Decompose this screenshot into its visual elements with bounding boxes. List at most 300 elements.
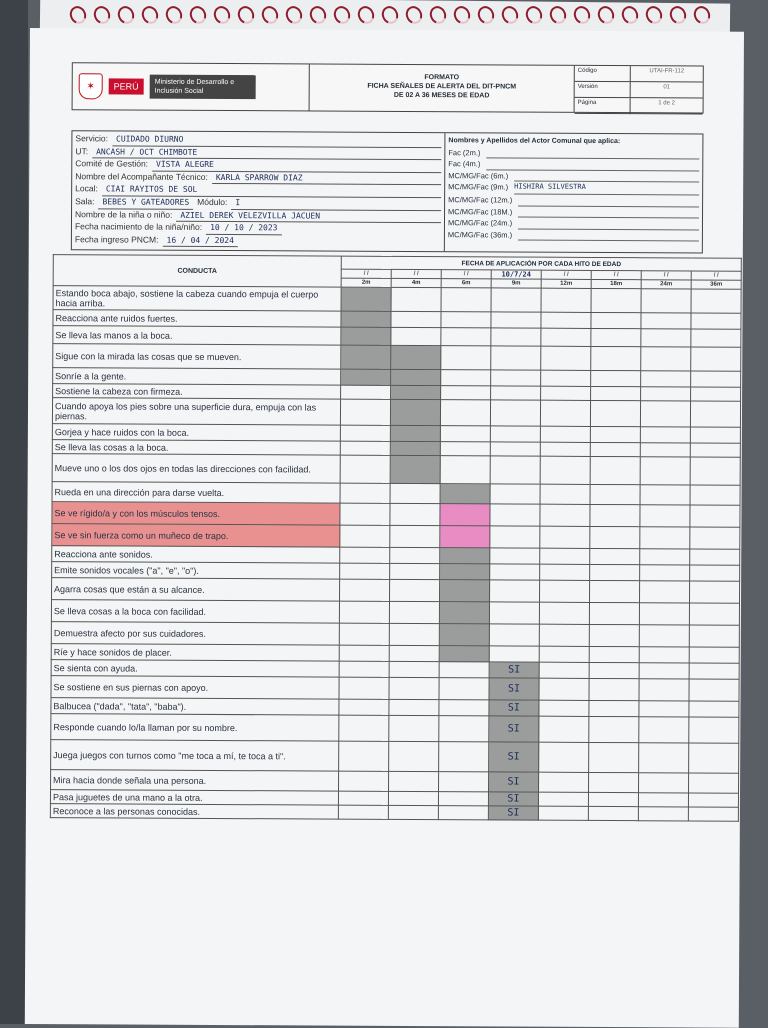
application-date[interactable]: / / [641, 271, 691, 280]
actor-row-value: HISHIRA SILVESTRA [514, 182, 699, 196]
milestone-cell[interactable] [340, 441, 390, 455]
milestone-cell[interactable] [389, 741, 439, 771]
milestone-cell[interactable] [591, 328, 641, 346]
milestone-cell[interactable] [441, 346, 491, 370]
milestone-cell[interactable] [541, 346, 591, 370]
milestone-cell[interactable] [441, 288, 491, 312]
milestone-cell[interactable] [540, 504, 590, 526]
milestone-cell[interactable] [690, 505, 740, 527]
milestone-cell[interactable] [440, 484, 490, 504]
age-milestone: 18m [591, 279, 641, 288]
milestone-cell[interactable] [339, 661, 389, 677]
milestone-cell[interactable] [639, 663, 689, 679]
milestone-cell[interactable] [439, 602, 489, 624]
milestone-cell[interactable] [441, 370, 491, 386]
milestone-cell[interactable] [389, 623, 439, 645]
form-subtitle: DE 02 A 36 MESES DE EDAD [393, 91, 490, 100]
actor-row-value [518, 206, 699, 219]
conducta-text: Se sienta con ayuda. [51, 660, 339, 678]
conducta-text: Se ve sin fuerza como un muñeco de trapo. [52, 524, 340, 548]
milestone-cell[interactable] [490, 400, 540, 426]
milestone-cell[interactable] [589, 624, 639, 646]
actor-title: Nombres y Apellidos del Actor Comunal que aplica: [448, 137, 621, 146]
milestone-cell[interactable] [338, 791, 388, 805]
milestone-cell[interactable] [638, 807, 688, 821]
milestone-cell[interactable] [389, 771, 439, 791]
age-milestone: 2m [341, 278, 391, 287]
local-label: Local: [75, 183, 98, 194]
milestone-cell[interactable] [590, 426, 640, 442]
milestone-cell[interactable] [340, 425, 390, 441]
milestone-cell[interactable] [391, 287, 441, 311]
milestone-cell[interactable]: SI [489, 700, 539, 716]
milestone-cell[interactable] [491, 386, 541, 400]
milestone-cell[interactable] [689, 773, 739, 793]
milestone-cell[interactable] [390, 563, 440, 579]
milestone-cell[interactable] [340, 503, 390, 525]
milestone-cell[interactable] [539, 646, 589, 662]
milestone-cell[interactable] [440, 526, 490, 548]
actor-row-label: Fac (4m.) [448, 159, 481, 169]
spiral-ring [355, 3, 377, 26]
milestone-cell[interactable] [591, 312, 641, 328]
ingreso-value: 16 / 04 / 2024 [162, 234, 238, 247]
milestone-cell[interactable] [339, 699, 389, 715]
milestone-cell[interactable] [389, 661, 439, 677]
milestone-cell[interactable] [691, 289, 741, 313]
milestone-cell[interactable] [691, 329, 741, 347]
milestone-cell[interactable] [640, 527, 690, 549]
milestone-cell[interactable] [388, 805, 438, 819]
code-value: UTAI-FR-112 [631, 66, 703, 82]
milestone-cell[interactable] [541, 370, 591, 386]
milestone-cell[interactable] [689, 625, 739, 647]
conducta-text: Responde cuando lo/la llaman por su nombre. [51, 714, 339, 742]
milestone-cell[interactable] [590, 442, 640, 456]
spiral-ring [91, 3, 113, 26]
milestone-cell[interactable] [590, 400, 640, 426]
milestone-cell[interactable] [639, 743, 689, 773]
conducta-text: Mira hacia donde señala una persona. [51, 770, 339, 792]
milestone-cell[interactable] [339, 601, 389, 623]
spiral-ring [499, 3, 521, 26]
milestone-cell[interactable] [589, 580, 639, 602]
milestone-cell[interactable] [540, 564, 590, 580]
milestone-cell[interactable] [641, 347, 691, 371]
milestone-cell[interactable] [539, 772, 589, 792]
milestone-cell[interactable] [390, 483, 440, 503]
milestone-cell[interactable] [440, 580, 490, 602]
actor-row[interactable] [448, 229, 699, 242]
milestone-cell[interactable] [440, 548, 490, 564]
age-milestone: 4m [391, 278, 441, 287]
application-date[interactable]: / / [391, 269, 441, 278]
milestone-cell[interactable] [540, 580, 590, 602]
milestone-cell[interactable] [539, 716, 589, 742]
conducta-text: Sigue con la mirada las cosas que se mueven. [53, 344, 341, 370]
milestone-cell[interactable] [639, 773, 689, 793]
milestone-cell[interactable] [540, 442, 590, 456]
table-row [53, 344, 741, 372]
milestone-cell[interactable] [340, 399, 390, 425]
milestone-cell[interactable] [389, 677, 439, 699]
milestone-cell[interactable] [640, 565, 690, 581]
milestone-cell[interactable] [689, 743, 739, 773]
milestone-cell[interactable] [589, 716, 639, 742]
milestone-cell[interactable] [589, 678, 639, 700]
milestone-cell[interactable] [340, 579, 390, 601]
milestone-cell[interactable] [540, 484, 590, 504]
milestone-cell[interactable] [489, 624, 539, 646]
spiral-ring [451, 3, 473, 26]
milestone-cell[interactable] [588, 806, 638, 820]
milestone-cell[interactable] [690, 485, 740, 505]
milestone-cell[interactable] [340, 483, 390, 503]
milestone-cell[interactable] [339, 741, 389, 771]
table-row [53, 286, 741, 314]
milestone-cell[interactable] [641, 387, 691, 401]
child-info-fields [72, 131, 446, 251]
milestone-cell[interactable] [639, 701, 689, 717]
format-label: FORMATO [424, 74, 460, 82]
milestone-cell[interactable] [639, 603, 689, 625]
milestone-cell[interactable] [538, 792, 588, 806]
milestone-cell[interactable] [341, 287, 391, 311]
conducta-table [50, 254, 742, 822]
milestone-cell[interactable] [640, 401, 690, 427]
conducta-text: Sostiene la cabeza con firmeza. [53, 384, 341, 400]
conducta-text: Mueve uno o los dos ojos en todas las direcciones con facilidad. [52, 454, 340, 484]
nacimiento-label: Fecha nacimiento de la niña/niño: [74, 221, 203, 233]
milestone-cell[interactable] [590, 564, 640, 580]
milestone-cell[interactable] [540, 548, 590, 564]
table-row [51, 740, 739, 774]
milestone-cell[interactable] [690, 443, 740, 457]
milestone-cell[interactable] [390, 547, 440, 563]
milestone-cell[interactable] [339, 677, 389, 699]
milestone-cell[interactable] [439, 716, 489, 742]
milestone-cell[interactable] [540, 426, 590, 442]
milestone-cell[interactable] [439, 742, 489, 772]
milestone-cell[interactable] [490, 426, 540, 442]
spiral-ring [571, 3, 593, 26]
milestone-cell[interactable] [439, 662, 489, 678]
milestone-cell[interactable] [691, 387, 741, 401]
milestone-cell[interactable] [590, 526, 640, 548]
milestone-cell[interactable] [640, 427, 690, 443]
milestone-cell[interactable] [540, 526, 590, 548]
child-info-section [71, 130, 704, 253]
modulo-value: I [231, 197, 441, 211]
milestone-cell[interactable] [339, 771, 389, 791]
milestone-cell[interactable] [589, 602, 639, 624]
spiral-ring [331, 3, 353, 26]
conducta-text: Se ve rígido/a y con los músculos tensos. [52, 502, 340, 526]
spiral-ring [643, 3, 665, 26]
milestone-cell[interactable] [690, 549, 740, 565]
milestone-cell[interactable] [391, 311, 441, 327]
milestone-cell[interactable] [589, 646, 639, 662]
milestone-cell[interactable] [391, 369, 441, 385]
milestone-cell[interactable] [689, 581, 739, 603]
milestone-cell[interactable] [691, 371, 741, 387]
milestone-cell[interactable] [389, 645, 439, 661]
milestone-cell[interactable] [590, 484, 640, 504]
milestone-cell[interactable] [390, 579, 440, 601]
conducta-text: Rueda en una dirección para darse vuelta. [52, 482, 340, 504]
application-date[interactable]: / / [541, 270, 591, 279]
conducta-text: Reacciona ante ruidos fuertes. [53, 310, 341, 328]
milestone-cell[interactable] [390, 455, 440, 483]
milestone-cell[interactable] [540, 456, 590, 484]
milestone-cell[interactable] [341, 311, 391, 327]
milestone-cell[interactable] [390, 503, 440, 525]
milestone-cell[interactable] [689, 679, 739, 701]
milestone-cell[interactable] [389, 715, 439, 741]
background-edge [0, 0, 28, 1024]
milestone-cell[interactable] [438, 806, 488, 820]
milestone-cell[interactable] [690, 565, 740, 581]
milestone-cell[interactable] [391, 345, 441, 369]
ut-label: UT: [75, 145, 89, 156]
application-date[interactable]: 10/7/24 [491, 270, 541, 279]
spiral-ring [235, 3, 257, 26]
milestone-cell[interactable] [339, 645, 389, 661]
conducta-text: Se lleva cosas a la boca con facilidad. [51, 600, 339, 624]
milestone-cell[interactable] [489, 646, 539, 662]
milestone-cell[interactable] [589, 742, 639, 772]
milestone-cell[interactable] [691, 347, 741, 371]
milestone-cell[interactable]: SI [489, 742, 539, 772]
milestone-cell[interactable] [591, 386, 641, 400]
milestone-cell[interactable] [490, 580, 540, 602]
milestone-cell[interactable] [689, 717, 739, 743]
milestone-cell[interactable] [589, 662, 639, 678]
milestone-cell[interactable] [639, 625, 689, 647]
milestone-cell[interactable] [538, 806, 588, 820]
milestone-cell[interactable] [439, 624, 489, 646]
milestone-cell[interactable] [690, 427, 740, 443]
milestone-cell[interactable] [440, 504, 490, 526]
milestone-cell[interactable] [439, 772, 489, 792]
milestone-cell[interactable] [491, 346, 541, 370]
milestone-cell[interactable] [440, 442, 490, 456]
spiral-ring [427, 3, 449, 26]
conducta-text: Juega juegos con turnos como "me toca a mí, te toca a ti". [51, 740, 339, 772]
spiral-ring [139, 3, 161, 26]
milestone-cell[interactable] [589, 772, 639, 792]
milestone-cell[interactable] [490, 564, 540, 580]
milestone-cell[interactable] [439, 700, 489, 716]
milestone-cell[interactable] [391, 327, 441, 345]
milestone-cell[interactable] [590, 504, 640, 526]
ingreso-field[interactable] [75, 234, 441, 249]
milestone-cell[interactable] [690, 401, 740, 427]
milestone-cell[interactable] [541, 386, 591, 400]
milestone-cell[interactable] [638, 793, 688, 807]
conducta-text: Emite sonidos vocales ("a", "e", "o"). [52, 562, 340, 580]
milestone-cell[interactable] [641, 329, 691, 347]
milestone-cell[interactable] [341, 369, 391, 385]
application-date[interactable]: / / [591, 270, 641, 279]
milestone-cell[interactable] [389, 699, 439, 715]
nino-label: Nombre de la niña o niño: [75, 208, 173, 220]
milestone-cell[interactable] [439, 678, 489, 700]
milestone-cell[interactable] [539, 662, 589, 678]
milestone-cell[interactable] [591, 370, 641, 386]
application-date[interactable]: / / [691, 271, 741, 280]
milestone-cell[interactable] [389, 601, 439, 623]
milestone-cell[interactable] [589, 700, 639, 716]
milestone-cell[interactable] [340, 455, 390, 483]
actor-row-label: Fac (2m.) [448, 147, 481, 157]
milestone-cell[interactable] [689, 701, 739, 717]
milestone-cell[interactable] [690, 457, 740, 485]
actor-row-label: MC/MG/Fac (12m.) [448, 195, 513, 205]
milestone-cell[interactable]: SI [489, 716, 539, 742]
milestone-cell[interactable] [541, 312, 591, 328]
spiral-ring [307, 3, 329, 26]
milestone-cell[interactable] [341, 327, 391, 345]
milestone-cell[interactable] [391, 385, 441, 399]
application-date[interactable]: / / [441, 270, 491, 279]
milestone-cell[interactable] [591, 346, 641, 370]
milestone-cell[interactable] [439, 646, 489, 662]
milestone-cell[interactable] [689, 663, 739, 679]
ut-value: ANCASH / OCT CHIMBOTE [92, 146, 441, 160]
age-milestone: 12m [541, 279, 591, 288]
milestone-cell[interactable] [490, 484, 540, 504]
servicio-value: CUIDADO DIURNO [112, 133, 441, 147]
milestone-cell[interactable] [689, 603, 739, 625]
milestone-cell[interactable] [340, 547, 390, 563]
form-header [72, 62, 704, 113]
milestone-cell[interactable] [491, 328, 541, 346]
milestone-cell[interactable] [440, 400, 490, 426]
milestone-cell[interactable] [688, 807, 738, 821]
sala-value: BEBES Y GATEADORES [98, 196, 193, 209]
milestone-cell[interactable] [688, 793, 738, 807]
milestone-cell[interactable] [438, 792, 488, 806]
milestone-cell[interactable] [440, 564, 490, 580]
milestone-cell[interactable] [489, 602, 539, 624]
milestone-cell[interactable] [390, 425, 440, 441]
milestone-cell[interactable] [441, 386, 491, 400]
milestone-cell[interactable] [491, 312, 541, 328]
milestone-cell[interactable] [340, 563, 390, 579]
local-value: CIAI RAYITOS DE SOL [102, 184, 441, 198]
ingreso-label: Fecha ingreso PNCM: [74, 233, 159, 245]
milestone-cell[interactable] [388, 791, 438, 805]
milestone-cell[interactable] [691, 313, 741, 329]
table-row [52, 454, 740, 486]
milestone-cell[interactable] [639, 717, 689, 743]
milestone-cell[interactable] [641, 371, 691, 387]
milestone-cell[interactable] [340, 525, 390, 547]
milestone-cell[interactable] [491, 370, 541, 386]
spiral-ring [115, 3, 137, 26]
milestone-cell[interactable] [490, 504, 540, 526]
spiral-ring [691, 3, 713, 26]
milestone-cell[interactable] [490, 548, 540, 564]
milestone-cell[interactable] [491, 288, 541, 312]
conducta-rows [50, 286, 741, 822]
milestone-cell[interactable] [539, 678, 589, 700]
milestone-cell[interactable]: SI [489, 662, 539, 678]
conducta-text: Gorjea y hace ruidos con la boca. [52, 424, 340, 442]
conducta-text: Cuando apoya los pies sobre una superficie dura, empuja con las piernas. [52, 398, 340, 426]
milestone-cell[interactable] [590, 548, 640, 564]
milestone-cell[interactable] [588, 792, 638, 806]
milestone-cell[interactable] [640, 457, 690, 485]
milestone-cell[interactable] [541, 288, 591, 312]
milestone-cell[interactable]: SI [488, 806, 538, 820]
age-milestone: 9m [491, 279, 541, 288]
milestone-cell[interactable] [339, 715, 389, 741]
milestone-cell[interactable] [490, 442, 540, 456]
milestone-cell[interactable] [341, 385, 391, 399]
milestone-cell[interactable] [640, 443, 690, 457]
milestone-cell[interactable] [440, 426, 490, 442]
actor-row-label: MC/MG/Fac (9m.) [448, 182, 509, 192]
milestone-cell[interactable] [640, 485, 690, 505]
milestone-cell[interactable] [541, 328, 591, 346]
milestone-cell[interactable] [390, 525, 440, 547]
milestone-cell[interactable] [440, 456, 490, 484]
milestone-cell[interactable] [490, 526, 540, 548]
milestone-cell[interactable] [341, 345, 391, 369]
milestone-cell[interactable] [490, 456, 540, 484]
spiral-ring [187, 3, 209, 26]
actor-row-value [518, 218, 699, 231]
milestone-cell[interactable] [639, 581, 689, 603]
milestone-cell[interactable] [539, 742, 589, 772]
milestone-cell[interactable] [441, 328, 491, 346]
milestone-cell[interactable] [641, 289, 691, 313]
version-label: Versión [575, 82, 631, 98]
milestone-cell[interactable]: SI [489, 772, 539, 792]
spiral-ring [259, 3, 281, 26]
milestone-cell[interactable] [339, 623, 389, 645]
milestone-cell[interactable] [639, 679, 689, 701]
milestone-cell[interactable] [338, 805, 388, 819]
milestone-cell[interactable] [539, 700, 589, 716]
conducta-text: Estando boca abajo, sostiene la cabeza cuando empuja el cuerpo hacia arriba. [53, 286, 341, 312]
coat-of-arms-icon: ✶ [79, 73, 103, 99]
milestone-cell[interactable]: SI [488, 792, 538, 806]
version-value: 01 [631, 82, 703, 98]
application-date[interactable]: / / [341, 269, 391, 278]
milestone-cell[interactable] [640, 549, 690, 565]
milestone-cell[interactable] [539, 602, 589, 624]
milestone-cell[interactable] [639, 647, 689, 663]
milestone-cell[interactable] [590, 456, 640, 484]
milestone-cell[interactable] [390, 441, 440, 455]
milestone-cell[interactable] [540, 400, 590, 426]
table-row [52, 398, 740, 428]
milestone-cell[interactable] [689, 647, 739, 663]
actor-rows [448, 147, 699, 242]
milestone-cell[interactable] [690, 527, 740, 549]
milestone-cell[interactable] [640, 505, 690, 527]
milestone-cell[interactable]: SI [489, 678, 539, 700]
milestone-cell[interactable] [591, 288, 641, 312]
milestone-cell[interactable] [539, 624, 589, 646]
milestone-cell[interactable] [441, 312, 491, 328]
milestone-cell[interactable] [390, 399, 440, 425]
age-milestone: 36m [691, 280, 741, 289]
milestone-cell[interactable] [641, 313, 691, 329]
